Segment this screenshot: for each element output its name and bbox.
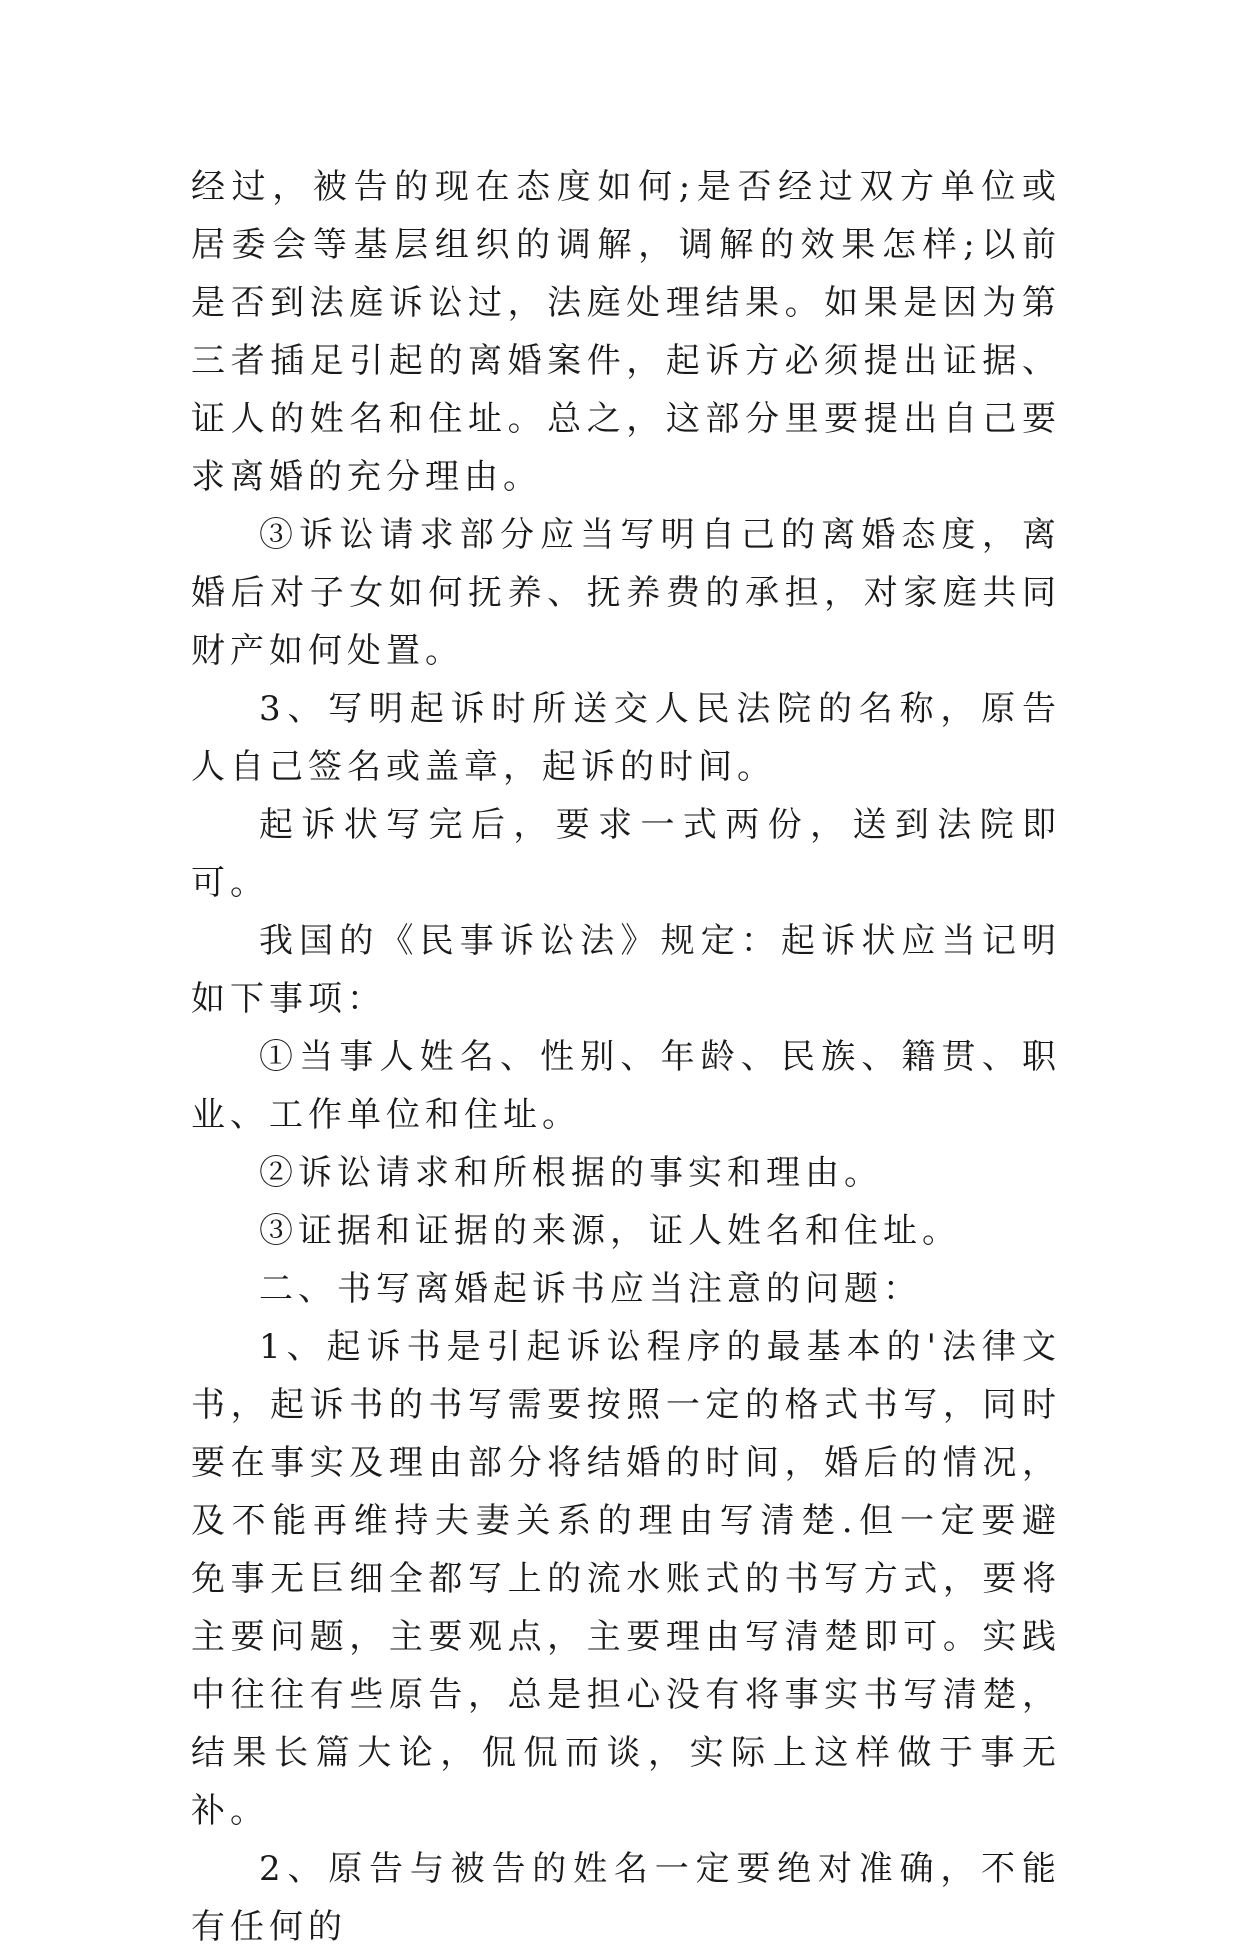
paragraph-claims: ③诉讼请求部分应当写明自己的离婚态度，离婚后对子女如何抚养、抚养费的承担，对家庭共同财产如何处置。	[191, 515, 1061, 671]
paragraph-item-parties: ①当事人姓名、性别、年龄、民族、籍贯、职业、工作单位和住址。	[191, 1037, 1061, 1135]
document-body	[191, 158, 1061, 1956]
paragraph-note-2: 2、原告与被告的姓名一定要绝对准确，不能有任何的	[191, 1849, 1061, 1947]
paragraph-civil-procedure-law: 我国的《民事诉讼法》规定：起诉状应当记明如下事项：	[191, 921, 1061, 1019]
paragraph-note-1: 1、起诉书是引起诉讼程序的最基本的'法律文书，起诉书的书写需要按照一定的格式书写，同时要在事实及理由部分将结婚的时间，婚后的情况，及不能再维持夫妻关系的理由写清楚.但一定要避免事无巨细全都写上的流水账式的书写方式，要将主要问题，主要观点，主要理由写清楚即可。实践中往往有些原告，总是担心没有将事实书写清楚，结果长篇大论，侃侃而谈，实际上这样做于事无补。	[191, 1327, 1061, 1831]
paragraph-item-claims: ②诉讼请求和所根据的事实和理由。	[259, 1153, 883, 1193]
section-heading: 二、书写离婚起诉书应当注意的问题：	[259, 1269, 922, 1309]
paragraph-continuation: 经过，被告的现在态度如何;是否经过双方单位或居委会等基层组织的调解，调解的效果怎样;以前是否到法庭诉讼过，法庭处理结果。如果是因为第三者插足引起的离婚案件，起诉方必须提出证据、证人的姓名和住址。总之，这部分里要提出自己要求离婚的充分理由。	[191, 167, 1061, 497]
paragraph-court-name: 3、写明起诉时所送交人民法院的名称，原告人自己签名或盖章，起诉的时间。	[191, 689, 1061, 787]
paragraph-copies: 起诉状写完后，要求一式两份，送到法院即可。	[191, 805, 1061, 903]
paragraph-item-evidence: ③证据和证据的来源，证人姓名和住址。	[259, 1211, 961, 1251]
